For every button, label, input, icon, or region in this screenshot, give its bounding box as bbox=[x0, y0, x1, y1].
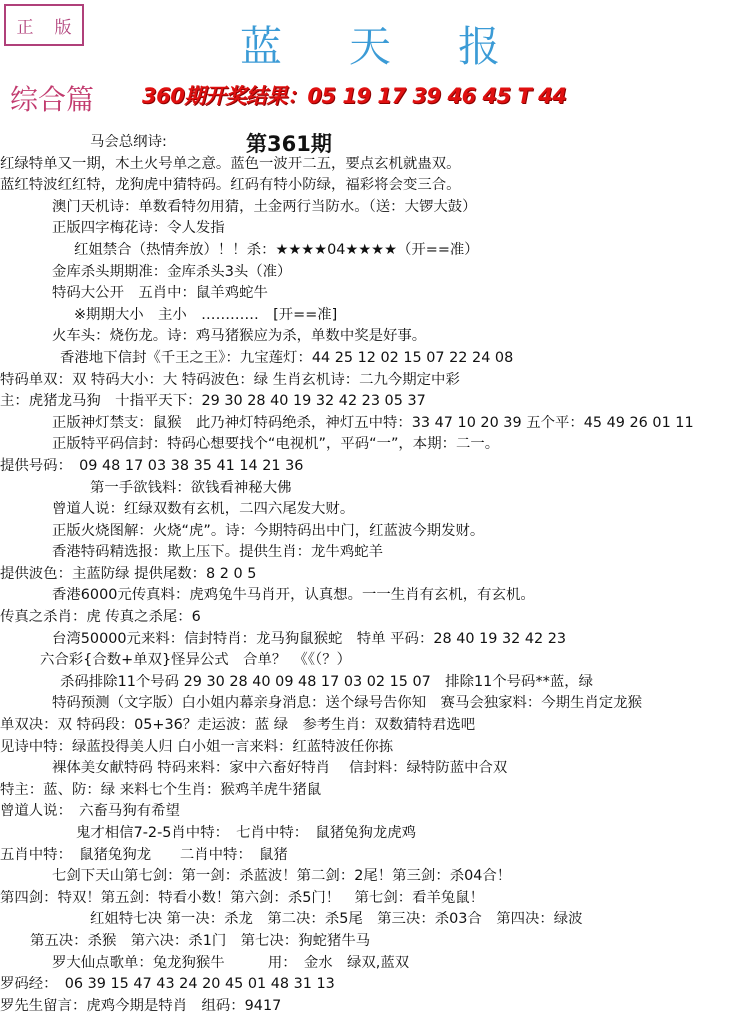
text-line: 特码单双：双 特码大小：大 特码波色：绿 生肖玄机诗：二九今期定中彩 bbox=[0, 371, 460, 388]
text-line: 特码大公开 五肖中：鼠羊鸡蛇牛 bbox=[52, 285, 268, 302]
text-line: 香港特码精选报：欺上压下。提供生肖：龙牛鸡蛇羊 bbox=[52, 544, 383, 561]
text-line: 正版四字梅花诗：令人发指 bbox=[52, 220, 225, 237]
text-line: 红姐禁合（热情奔放）！！杀：★★★★04★★★★（开==准） bbox=[74, 241, 479, 258]
draw-result-banner: 360期开奖结果：05 19 17 39 46 45 T 44 bbox=[142, 84, 567, 108]
text-line: 金库杀头期期准：金库杀头3头（准） bbox=[52, 263, 292, 280]
text-line: 鬼才相信7-2-5肖中特： 七肖中特： 鼠猪兔狗龙虎鸡 bbox=[76, 825, 417, 841]
text-line: 七剑下天山第七剑：第一剑：杀蓝波！第二剑：2尾！第三剑：杀04合！ bbox=[52, 868, 512, 885]
genuine-edition-stamp bbox=[4, 4, 84, 46]
text-line: 第四剑：特双！第五剑：特看小数！第六剑：杀5门！ 第七剑：看羊兔鼠！ bbox=[0, 889, 485, 906]
text-line: 第五决：杀猴 第六决：杀1门 第七决：狗蛇猪牛马 bbox=[30, 932, 371, 949]
stamp-char-right: 版 bbox=[54, 17, 72, 38]
masthead-char-1: 蓝 bbox=[240, 22, 283, 71]
text-line: 裸体美女献特码 特码来料：家中六畜好特肖 信封料：绿特防蓝中合双 bbox=[52, 760, 508, 777]
text-line: 主：虎猪龙马狗 十指平天下：29 30 28 40 19 32 42 23 05 37 bbox=[0, 393, 426, 410]
text-line: ※期期大小 主小 ………… [开==准] bbox=[74, 306, 338, 323]
stamp-char-left: 正 bbox=[16, 17, 34, 38]
text-line: 罗码经： 06 39 15 47 43 24 20 45 01 48 31 13 bbox=[0, 976, 335, 993]
text-line: 罗先生留言：虎鸡今期是特肖 组码：9417 bbox=[0, 997, 282, 1014]
masthead-char-2: 天 bbox=[348, 22, 391, 71]
text-line: 曾道人说：红绿双数有玄机，二四六尾发大财。 bbox=[52, 501, 355, 518]
text-line: 香港地下信封《千王之王》：九宝莲灯：44 25 12 02 15 07 22 24 08 bbox=[60, 349, 514, 366]
text-line: 曾道人说： 六畜马狗有希望 bbox=[0, 803, 180, 820]
text-line: 特主：蓝、防：绿 来料七个生肖：猴鸡羊虎牛猪鼠 bbox=[0, 781, 322, 798]
text-line: 六合彩{合数+单双}怪异公式 合单？ 《《（？） bbox=[40, 652, 351, 669]
article-body bbox=[0, 132, 730, 1017]
text-line: 特码预测（文字版）白小姐内幕亲身消息：送个绿号告你知 赛马会独家料：今期生肖定龙猴 bbox=[52, 695, 643, 712]
text-line: 见诗中特：绿蓝投得美人归 白小姐一言来料：红蓝特波任你拣 bbox=[0, 738, 394, 755]
text-line: 马会总纲诗: bbox=[90, 134, 167, 150]
text-line: 五肖中特： 鼠猪兔狗龙 二肖中特： 鼠猪 bbox=[0, 846, 288, 863]
text-line: 正版火烧图解：火烧“虎”。诗：今期特码出中门，红蓝波今期发财。 bbox=[52, 522, 485, 539]
text-line: 传真之杀肖：虎 传真之杀尾：6 bbox=[0, 609, 201, 626]
text-line: 正版特平码信封：特码心想要找个“电视机”，平码“一”，本期：二一。 bbox=[52, 436, 500, 453]
newspaper-masthead bbox=[240, 14, 500, 74]
text-line: 罗大仙点歌单：兔龙狗猴牛 用： 金水 绿双,蓝双 bbox=[52, 954, 410, 971]
text-line: 火车头：烧伤龙。诗：鸡马猪猴应为杀，单数中奖是好事。 bbox=[52, 328, 427, 345]
text-line: 红绿特单又一期，木土火号单之意。蓝色一波开二五，要点玄机就蛊双。 bbox=[0, 155, 461, 172]
text-line: 正版神灯禁支：鼠猴 此乃神灯特码绝杀，神灯五中特：33 47 10 20 39 五个平：45 49 26 01 11 bbox=[52, 414, 694, 431]
text-line: 台湾50000元来料：信封特肖：龙马狗鼠猴蛇 特单 平码：28 40 19 32 42 23 bbox=[52, 630, 567, 647]
masthead-char-3: 报 bbox=[457, 22, 500, 71]
text-line: 蓝红特波红红特，龙狗虎中猜特码。红码有特小防绿，福彩将会变三合。 bbox=[0, 177, 461, 194]
text-line: 提供号码： 09 48 17 03 38 35 41 14 21 36 bbox=[0, 457, 304, 474]
text-line: 杀码排除11个号码 29 30 28 40 09 48 17 03 02 15 07 排除11个号码**蓝，绿 bbox=[60, 673, 594, 690]
text-line: 第一手欲钱料：欲钱看神秘大佛 bbox=[90, 479, 292, 496]
section-label: 综合篇 bbox=[10, 83, 95, 116]
text-line: 香港6000元传真料：虎鸡兔牛马肖开，认真想。一一生肖有玄机，有玄机。 bbox=[52, 587, 535, 604]
text-line: 澳门天机诗：单数看特勿用猜，土金两行当防水。（送：大锣大鼓） bbox=[52, 198, 477, 215]
text-line: 单双决：双 特码段：05+36？走运波：蓝 绿 参考生肖：双数猜特君选吧 bbox=[0, 717, 476, 734]
text-line: 提供波色：主蓝防绿 提供尾数：8 2 0 5 bbox=[0, 565, 257, 582]
text-line: 红姐特七决 第一决：杀龙 第二决：杀5尾 第三决：杀03合 第四决：绿波 bbox=[90, 911, 583, 928]
issue-number: 第361期 bbox=[246, 132, 332, 156]
